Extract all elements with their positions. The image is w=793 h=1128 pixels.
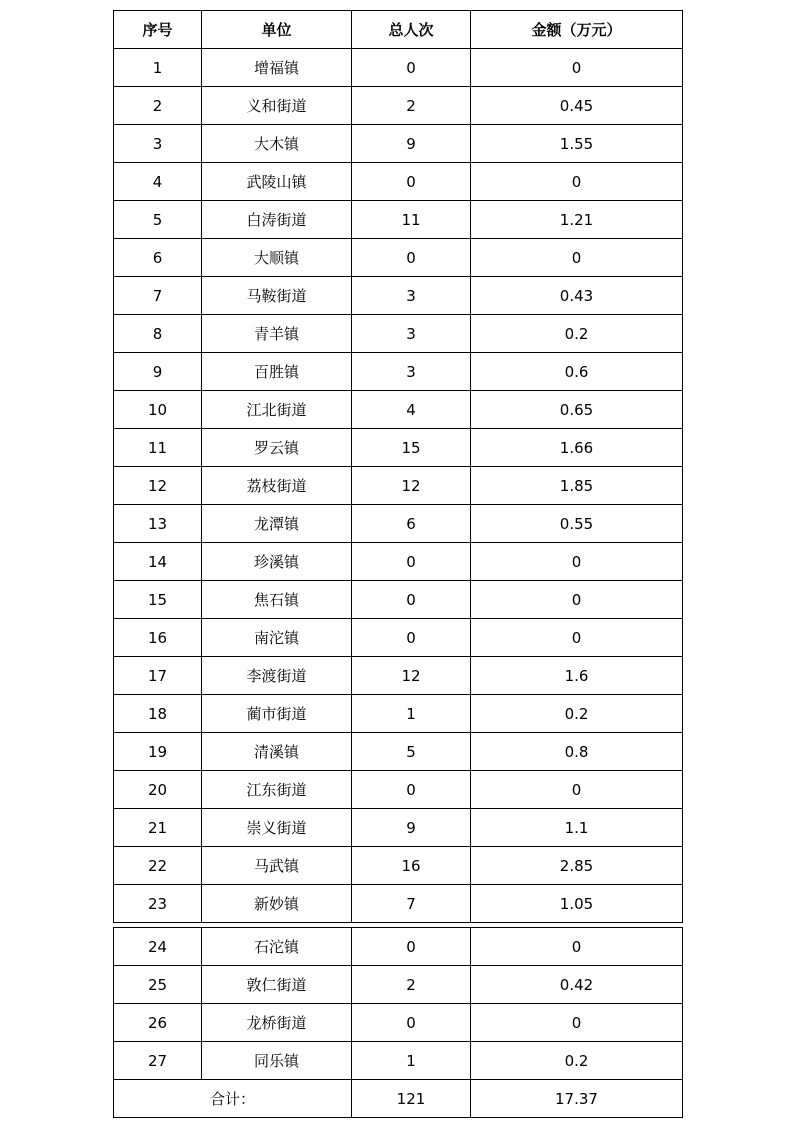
cell-amount: 0 [471,619,683,657]
table-row [114,543,683,581]
table-row [114,928,683,966]
table-row [114,809,683,847]
cell-count: 0 [352,49,471,87]
cell-count: 16 [352,847,471,885]
cell-count: 4 [352,391,471,429]
cell-seq: 4 [114,163,202,201]
cell-unit: 马鞍街道 [202,277,352,315]
cell-amount: 0 [471,1004,683,1042]
cell-seq: 17 [114,657,202,695]
cell-count: 0 [352,239,471,277]
cell-seq: 25 [114,966,202,1004]
table-row [114,847,683,885]
table-row [114,695,683,733]
cell-seq: 10 [114,391,202,429]
cell-seq: 7 [114,277,202,315]
cell-amount: 0 [471,49,683,87]
cell-amount: 0 [471,543,683,581]
cell-amount: 2.85 [471,847,683,885]
table-row [114,315,683,353]
cell-count: 12 [352,657,471,695]
cell-count: 1 [352,695,471,733]
cell-unit: 蔺市街道 [202,695,352,733]
table-row [114,1042,683,1080]
cell-amount: 0 [471,928,683,966]
total-count: 121 [352,1080,471,1118]
table-row [114,391,683,429]
cell-unit: 大顺镇 [202,239,352,277]
cell-count: 12 [352,467,471,505]
total-row [114,1080,683,1118]
cell-amount: 0.2 [471,1042,683,1080]
cell-amount: 0 [471,771,683,809]
table-row [114,353,683,391]
cell-amount: 0.42 [471,966,683,1004]
cell-count: 0 [352,928,471,966]
cell-amount: 1.85 [471,467,683,505]
header-seq: 序号 [114,11,202,49]
cell-seq: 27 [114,1042,202,1080]
cell-amount: 1.05 [471,885,683,923]
cell-amount: 0 [471,163,683,201]
cell-count: 0 [352,1004,471,1042]
cell-count: 5 [352,733,471,771]
total-amount: 17.37 [471,1080,683,1118]
summary-table-bottom [113,927,683,1118]
table-row [114,581,683,619]
cell-amount: 1.66 [471,429,683,467]
table-row [114,619,683,657]
cell-amount: 0.45 [471,87,683,125]
header-count: 总人次 [352,11,471,49]
cell-count: 15 [352,429,471,467]
cell-unit: 大木镇 [202,125,352,163]
cell-seq: 3 [114,125,202,163]
cell-amount: 0 [471,239,683,277]
cell-unit: 江北街道 [202,391,352,429]
cell-amount: 0.2 [471,315,683,353]
cell-unit: 增福镇 [202,49,352,87]
cell-amount: 0.55 [471,505,683,543]
cell-unit: 珍溪镇 [202,543,352,581]
table-row [114,163,683,201]
cell-seq: 21 [114,809,202,847]
cell-count: 0 [352,619,471,657]
table-body-top [114,49,683,923]
cell-unit: 马武镇 [202,847,352,885]
cell-unit: 龙潭镇 [202,505,352,543]
cell-count: 3 [352,353,471,391]
cell-unit: 武陵山镇 [202,163,352,201]
table-row [114,277,683,315]
cell-count: 3 [352,277,471,315]
cell-unit: 百胜镇 [202,353,352,391]
table-row [114,429,683,467]
cell-unit: 焦石镇 [202,581,352,619]
cell-count: 2 [352,87,471,125]
cell-count: 6 [352,505,471,543]
header-unit: 单位 [202,11,352,49]
cell-amount: 0.43 [471,277,683,315]
cell-unit: 江东街道 [202,771,352,809]
table-row [114,467,683,505]
cell-unit: 罗云镇 [202,429,352,467]
cell-unit: 龙桥街道 [202,1004,352,1042]
cell-count: 0 [352,581,471,619]
cell-amount: 1.1 [471,809,683,847]
cell-unit: 清溪镇 [202,733,352,771]
cell-amount: 0.6 [471,353,683,391]
cell-count: 11 [352,201,471,239]
cell-count: 1 [352,1042,471,1080]
summary-table-top [113,10,683,923]
cell-unit: 石沱镇 [202,928,352,966]
cell-unit: 南沱镇 [202,619,352,657]
table-row [114,966,683,1004]
cell-seq: 8 [114,315,202,353]
cell-unit: 敦仁街道 [202,966,352,1004]
cell-seq: 1 [114,49,202,87]
cell-unit: 青羊镇 [202,315,352,353]
cell-unit: 荔枝街道 [202,467,352,505]
cell-amount: 1.55 [471,125,683,163]
cell-seq: 26 [114,1004,202,1042]
total-label: 合计： [114,1080,352,1118]
cell-count: 0 [352,163,471,201]
cell-unit: 崇义街道 [202,809,352,847]
cell-unit: 新妙镇 [202,885,352,923]
cell-unit: 白涛街道 [202,201,352,239]
table-row [114,885,683,923]
cell-seq: 20 [114,771,202,809]
cell-count: 9 [352,809,471,847]
cell-count: 0 [352,771,471,809]
cell-unit: 同乐镇 [202,1042,352,1080]
table-body-bottom [114,928,683,1080]
cell-seq: 9 [114,353,202,391]
table-row [114,49,683,87]
cell-count: 3 [352,315,471,353]
cell-amount: 0.65 [471,391,683,429]
table-row [114,505,683,543]
cell-seq: 2 [114,87,202,125]
cell-seq: 5 [114,201,202,239]
cell-seq: 15 [114,581,202,619]
cell-amount: 0.8 [471,733,683,771]
cell-seq: 13 [114,505,202,543]
cell-count: 7 [352,885,471,923]
cell-seq: 16 [114,619,202,657]
table-row [114,771,683,809]
cell-unit: 李渡街道 [202,657,352,695]
table-row [114,125,683,163]
cell-count: 0 [352,543,471,581]
cell-amount: 0 [471,581,683,619]
table-row [114,87,683,125]
table-row [114,1004,683,1042]
table-row [114,657,683,695]
cell-seq: 22 [114,847,202,885]
cell-count: 9 [352,125,471,163]
cell-seq: 23 [114,885,202,923]
cell-amount: 0.2 [471,695,683,733]
cell-seq: 12 [114,467,202,505]
cell-count: 2 [352,966,471,1004]
cell-seq: 24 [114,928,202,966]
cell-unit: 义和街道 [202,87,352,125]
cell-seq: 14 [114,543,202,581]
header-amount: 金额（万元） [471,11,683,49]
table-row [114,239,683,277]
cell-amount: 1.6 [471,657,683,695]
cell-seq: 18 [114,695,202,733]
cell-seq: 19 [114,733,202,771]
table-row [114,201,683,239]
cell-amount: 1.21 [471,201,683,239]
table-row [114,733,683,771]
cell-seq: 11 [114,429,202,467]
header-row [114,11,683,49]
cell-seq: 6 [114,239,202,277]
